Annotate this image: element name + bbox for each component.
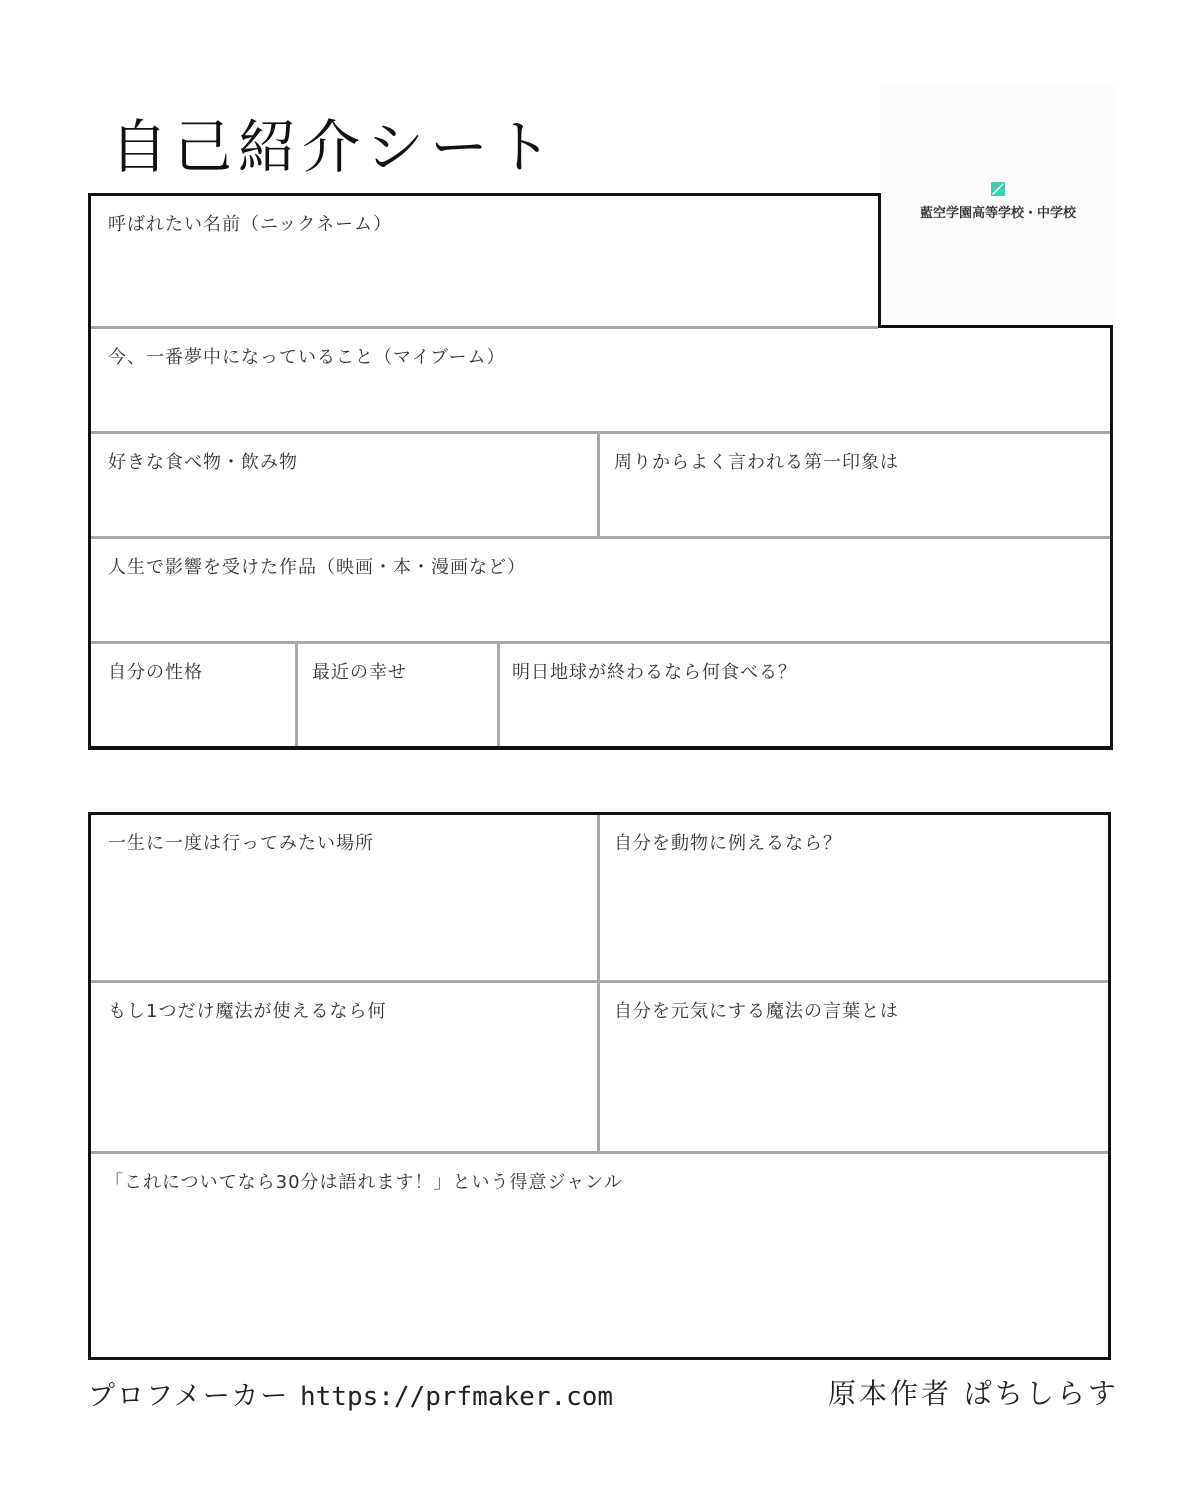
my-boom-field[interactable]	[91, 329, 1110, 431]
dream-place-field[interactable]	[91, 815, 597, 980]
nickname-field[interactable]	[91, 196, 878, 326]
maker-label: プロフメーカー	[88, 1381, 290, 1412]
author-name: ぱちしらす	[963, 1377, 1119, 1410]
one-spell-field[interactable]	[91, 983, 597, 1151]
animal-field[interactable]	[600, 815, 1108, 980]
last-meal-label: 明日地球が終わるなら何食べる？	[512, 662, 797, 683]
animal-label: 自分を動物に例えるなら？	[614, 833, 842, 854]
nickname-label: 呼ばれたい名前（ニックネーム）	[108, 214, 393, 235]
recent-happiness-label: 最近の幸せ	[312, 662, 407, 683]
magic-words-label: 自分を元気にする魔法の言葉とは	[614, 1001, 899, 1022]
school-emblem-icon	[991, 182, 1005, 196]
author-label: 原本作者	[828, 1377, 953, 1410]
frame-notch-border	[878, 193, 881, 328]
frame-right-border	[1110, 325, 1113, 750]
my-boom-label: 今、一番夢中になっていること（マイブーム）	[108, 347, 506, 368]
influential-work-field[interactable]	[91, 539, 1110, 641]
magic-words-field[interactable]	[600, 983, 1108, 1151]
personality-label: 自分の性格	[108, 662, 203, 683]
favorite-food-field[interactable]	[91, 434, 597, 536]
recent-happiness-field[interactable]	[298, 644, 497, 746]
specialty-field[interactable]	[91, 1154, 1108, 1357]
influential-work-label: 人生で影響を受けた作品（映画・本・漫画など）	[108, 557, 526, 578]
one-spell-label: もし1つだけ魔法が使えるなら何	[108, 1001, 387, 1022]
first-impression-label: 周りからよく言われる第一印象は	[614, 452, 899, 473]
frame-notch-top-border	[878, 325, 1113, 328]
first-impression-field[interactable]	[600, 434, 1110, 536]
maker-link[interactable]: https://prfmaker.com	[299, 1382, 614, 1412]
dream-place-label: 一生に一度は行ってみたい場所	[108, 833, 374, 854]
page-title: 自己紹介シート	[110, 113, 559, 181]
personality-field[interactable]	[91, 644, 295, 746]
last-meal-field[interactable]	[500, 644, 1110, 746]
footer-author	[828, 1372, 1119, 1412]
school-logo	[880, 84, 1116, 322]
footer-maker	[88, 1374, 613, 1413]
school-name: 藍空学園高等学校・中学校	[919, 206, 1076, 221]
frame-bottom-border	[88, 746, 1113, 750]
favorite-food-label: 好きな食べ物・飲み物	[108, 452, 298, 473]
specialty-label: 「これについてなら30分は語れます！」という得意ジャンル	[105, 1172, 623, 1193]
